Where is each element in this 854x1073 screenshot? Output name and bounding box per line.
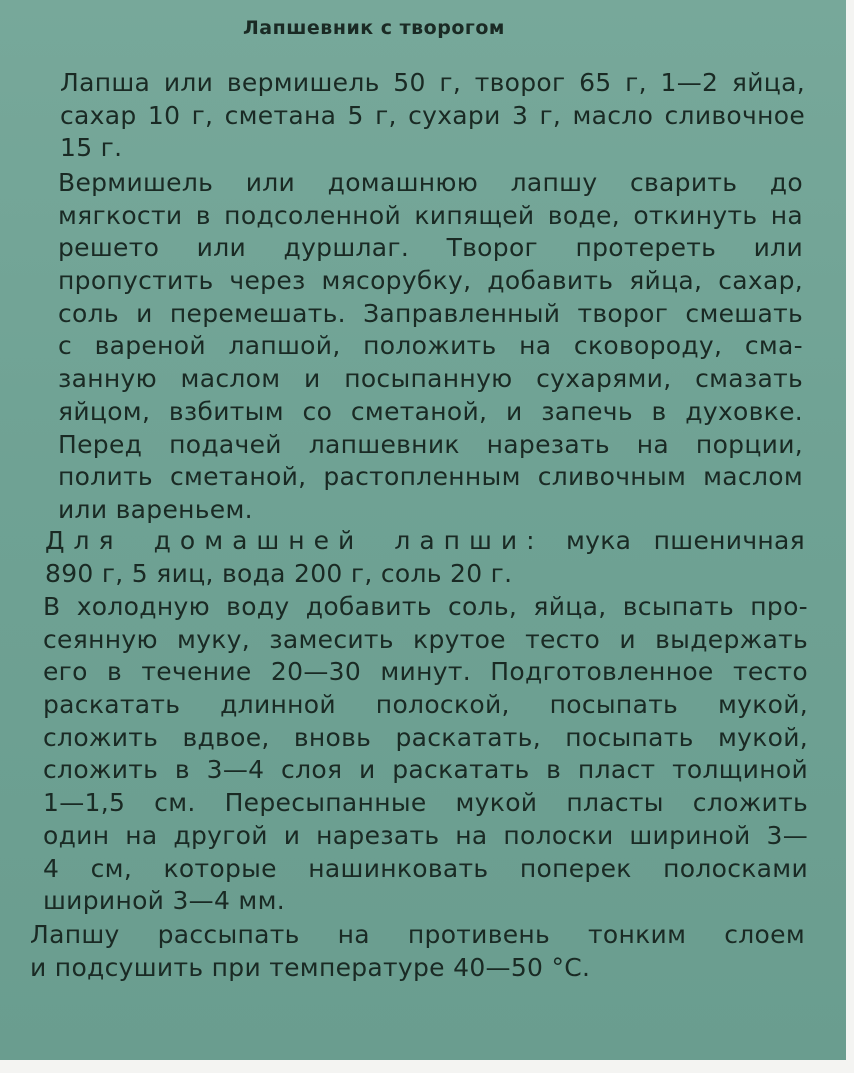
page-edge-bottom — [0, 1060, 854, 1073]
noodles-method-line: сеянную муку, замесить крутое тесто и выдержать — [43, 624, 808, 654]
method-line: Вермишель или домашнюю лапшу сварить до — [58, 168, 803, 197]
drying-line: Лапшу рассыпать на противень тонким слоем — [30, 920, 805, 949]
method-line: Перед подачей лапшевник нарезать на порции, — [58, 429, 803, 459]
method-line: пропустить через мясорубку, добавить яйца, сахар, — [58, 266, 803, 296]
method-line: полить сметаной, растопленным сливочным маслом — [58, 462, 803, 492]
noodles-method-line: сложить вдвое, вновь раскатать, посыпать мукой, — [43, 722, 808, 752]
noodles-method-line: раскатать длинной полоской, посыпать мукой, — [43, 690, 808, 720]
method-block — [58, 168, 803, 528]
noodles-label-rest: мука пшеничная — [565, 526, 805, 555]
drying-block — [30, 920, 805, 985]
method-line: соль и перемешать. Заправленный творог смешать — [58, 298, 803, 328]
noodles-method-line: сложить в 3—4 слоя и раскатать в пласт толщиной — [43, 755, 808, 785]
ingredients-line: Лапша или вермишель 50 г, творог 65 г, 1—2 яйца, — [60, 68, 805, 97]
noodles-method-line: шириной 3—4 мм. — [43, 886, 285, 916]
method-line: мягкости в подсоленной кипящей воде, откинуть на — [58, 200, 803, 230]
noodles-method-block — [43, 592, 808, 919]
noodles-ingredients-block — [45, 526, 805, 591]
ingredients-block — [60, 68, 805, 166]
method-line: с вареной лапшой, положить на сковороду, сма- — [58, 331, 803, 361]
noodles-ingredients-line — [45, 526, 805, 559]
recipe-title: Лапшевник с творогом — [243, 17, 505, 39]
method-line: решето или дуршлаг. Творог протереть или — [58, 233, 803, 263]
noodles-method-line: В холодную воду добавить соль, яйца, всыпать про- — [43, 592, 808, 621]
method-line: или вареньем. — [58, 494, 253, 524]
noodles-method-line: 4 см, которые нашинковать поперек полосками — [43, 853, 808, 883]
method-line: яйцом, взбитым со сметаной, и запечь в духовке. — [58, 396, 803, 426]
noodles-label: Для домашней лапши: — [45, 526, 544, 555]
noodles-ingredients-line: 890 г, 5 яиц, вода 200 г, соль 20 г. — [45, 558, 513, 588]
ingredients-line: 15 г. — [60, 133, 123, 163]
noodles-method-line: один на другой и нарезать на полоски шириной 3— — [43, 820, 808, 850]
noodles-method-line: 1—1,5 см. Пересыпанные мукой пласты сложить — [43, 788, 808, 818]
ingredients-line: сахар 10 г, сметана 5 г, сухари 3 г, масло сливочное — [60, 100, 805, 130]
drying-line: и подсушить при температуре 40—50 °С. — [30, 952, 591, 982]
page-edge-right — [846, 0, 854, 1073]
method-line: занную маслом и посыпанную сухарями, смазать — [58, 364, 803, 394]
noodles-method-line: его в течение 20—30 минут. Подготовленное тесто — [43, 657, 808, 687]
